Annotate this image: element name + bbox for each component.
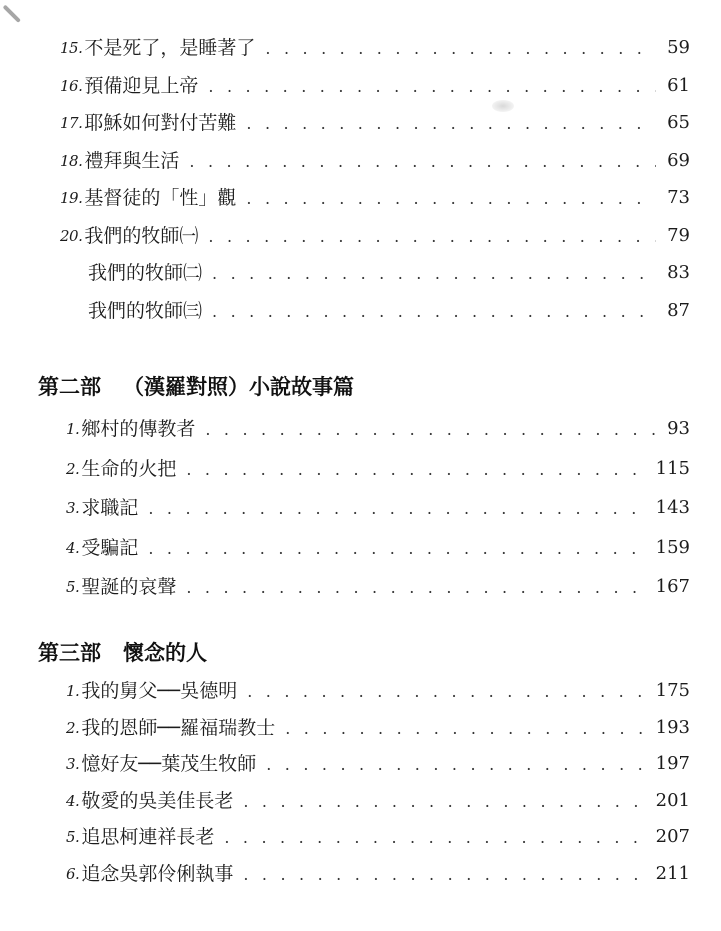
toc-entry-page-number: 211	[655, 862, 690, 884]
toc-entry-title: 不是死了，是睡著了	[84, 37, 256, 59]
toc-entry[interactable]	[88, 255, 690, 285]
toc-entry-page-number: 143	[655, 497, 690, 518]
toc-entry-page-number: 193	[655, 716, 690, 738]
toc-entry-title: 我們的牧師㈢	[88, 299, 203, 322]
part2-heading	[38, 371, 354, 401]
dot-leader	[148, 498, 645, 520]
dot-leader	[212, 263, 656, 285]
dot-leader	[186, 577, 645, 599]
dot-leader	[205, 419, 656, 441]
dot-leader	[243, 864, 645, 886]
toc-entry[interactable]	[88, 293, 690, 323]
part3-heading	[38, 637, 207, 667]
dot-leader	[186, 459, 645, 481]
dot-leader	[148, 538, 645, 560]
dot-leader	[246, 113, 656, 135]
toc-entry-number: 2.	[66, 459, 80, 478]
toc-entry-page-number: 115	[655, 457, 690, 479]
toc-entry-page-number: 175	[655, 680, 690, 701]
toc-entry[interactable]	[60, 218, 690, 248]
toc-entry-title: 預備迎見上帝	[84, 74, 199, 97]
dot-leader	[208, 226, 656, 248]
toc-entry-page-number: 83	[667, 262, 690, 283]
toc-entry[interactable]	[66, 819, 690, 849]
toc-entry-number: 5.	[66, 578, 80, 596]
toc-entry[interactable]	[66, 451, 690, 481]
dot-leader	[243, 791, 645, 813]
toc-entry[interactable]	[66, 490, 690, 520]
toc-entry[interactable]	[66, 530, 690, 560]
toc-entry-title: 禮拜與生活	[84, 149, 180, 172]
toc-entry-page-number: 167	[655, 576, 690, 597]
toc-entry-number: 3.	[66, 755, 80, 773]
toc-entry[interactable]	[66, 746, 690, 776]
toc-entry-page-number: 197	[655, 753, 690, 774]
toc-entry-title: 受騙記	[81, 536, 139, 559]
toc-entry[interactable]	[60, 143, 690, 173]
toc-entry[interactable]	[66, 411, 690, 441]
toc-entry[interactable]	[60, 180, 690, 210]
toc-entry-number: 1.	[66, 420, 80, 438]
toc-entry[interactable]	[60, 105, 690, 135]
dot-leader	[189, 151, 656, 173]
toc-entry[interactable]	[66, 673, 690, 703]
toc-entry-page-number: 69	[667, 149, 690, 171]
toc-entry-title: 憶好友──葉茂生牧師	[81, 753, 257, 775]
toc-entry-page-number: 207	[655, 826, 690, 847]
toc-entry[interactable]	[66, 856, 690, 886]
toc-entry[interactable]	[66, 710, 690, 740]
toc-entry-number: 1.	[66, 682, 80, 700]
toc-entry-number: 19.	[60, 189, 83, 207]
toc-entry-title: 基督徒的「性」觀	[84, 187, 237, 209]
toc-entry-number: 4.	[66, 538, 80, 557]
toc-entry-page-number: 59	[667, 37, 690, 58]
toc-entry-number: 2.	[66, 718, 80, 737]
page-corner-mark	[3, 5, 21, 23]
toc-entry-number: 5.	[66, 828, 80, 846]
toc-entry[interactable]	[66, 569, 690, 599]
toc-entry-page-number: 87	[667, 299, 690, 321]
toc-entry-title: 我的舅父──吳德明	[81, 680, 238, 702]
toc-entry-title: 追思柯連祥長老	[81, 826, 215, 848]
dot-leader	[246, 188, 656, 210]
toc-entry-page-number: 73	[667, 187, 690, 208]
toc-entry[interactable]	[66, 783, 690, 813]
toc-entry-title: 鄉村的傳教者	[81, 418, 196, 440]
dot-leader	[224, 827, 645, 849]
toc-entry-title: 我們的牧師㈠	[84, 224, 199, 247]
dot-leader	[285, 718, 645, 740]
toc-entry-number: 16.	[60, 76, 83, 95]
part2-title: （漢羅對照）小說故事篇	[123, 375, 354, 399]
part3-label: 第三部	[38, 641, 101, 665]
toc-entry-number: 15.	[60, 39, 83, 57]
toc-entry-title: 追念吳郭伶俐執事	[81, 862, 234, 885]
toc-entry-page-number: 79	[667, 224, 690, 246]
toc-entry-number: 17.	[60, 114, 83, 132]
toc-entry-title: 敬愛的吳美佳長老	[81, 789, 234, 812]
toc-entry[interactable]	[60, 30, 690, 60]
toc-entry-title: 求職記	[81, 497, 139, 519]
part2-label: 第二部	[38, 375, 101, 399]
toc-entry-page-number: 159	[655, 536, 690, 558]
toc-entry-title: 聖誕的哀聲	[81, 576, 177, 598]
part3-title: 懷念的人	[123, 641, 207, 665]
toc-entry-number: 20.	[60, 226, 83, 245]
dot-leader	[247, 681, 645, 703]
toc-entry-title: 耶穌如何對付苦難	[84, 112, 237, 134]
toc-entry-title: 我的恩師──羅福瑞教士	[81, 716, 276, 739]
toc-entry-title: 我們的牧師㈡	[88, 262, 203, 284]
toc-entry-page-number: 201	[655, 789, 690, 811]
toc-entry-number: 18.	[60, 151, 83, 170]
toc-entry-number: 3.	[66, 499, 80, 517]
dot-leader	[266, 754, 645, 776]
toc-entry-title: 生命的火把	[81, 457, 177, 480]
toc-entry-page-number: 93	[667, 418, 690, 439]
dot-leader	[212, 301, 656, 323]
toc-entry-page-number: 61	[667, 74, 690, 96]
dot-leader	[208, 76, 656, 98]
toc-entry-page-number: 65	[667, 112, 690, 133]
toc-entry-number: 4.	[66, 791, 80, 810]
toc-entry-number: 6.	[66, 864, 80, 883]
toc-entry[interactable]	[60, 68, 690, 98]
dot-leader	[265, 38, 656, 60]
